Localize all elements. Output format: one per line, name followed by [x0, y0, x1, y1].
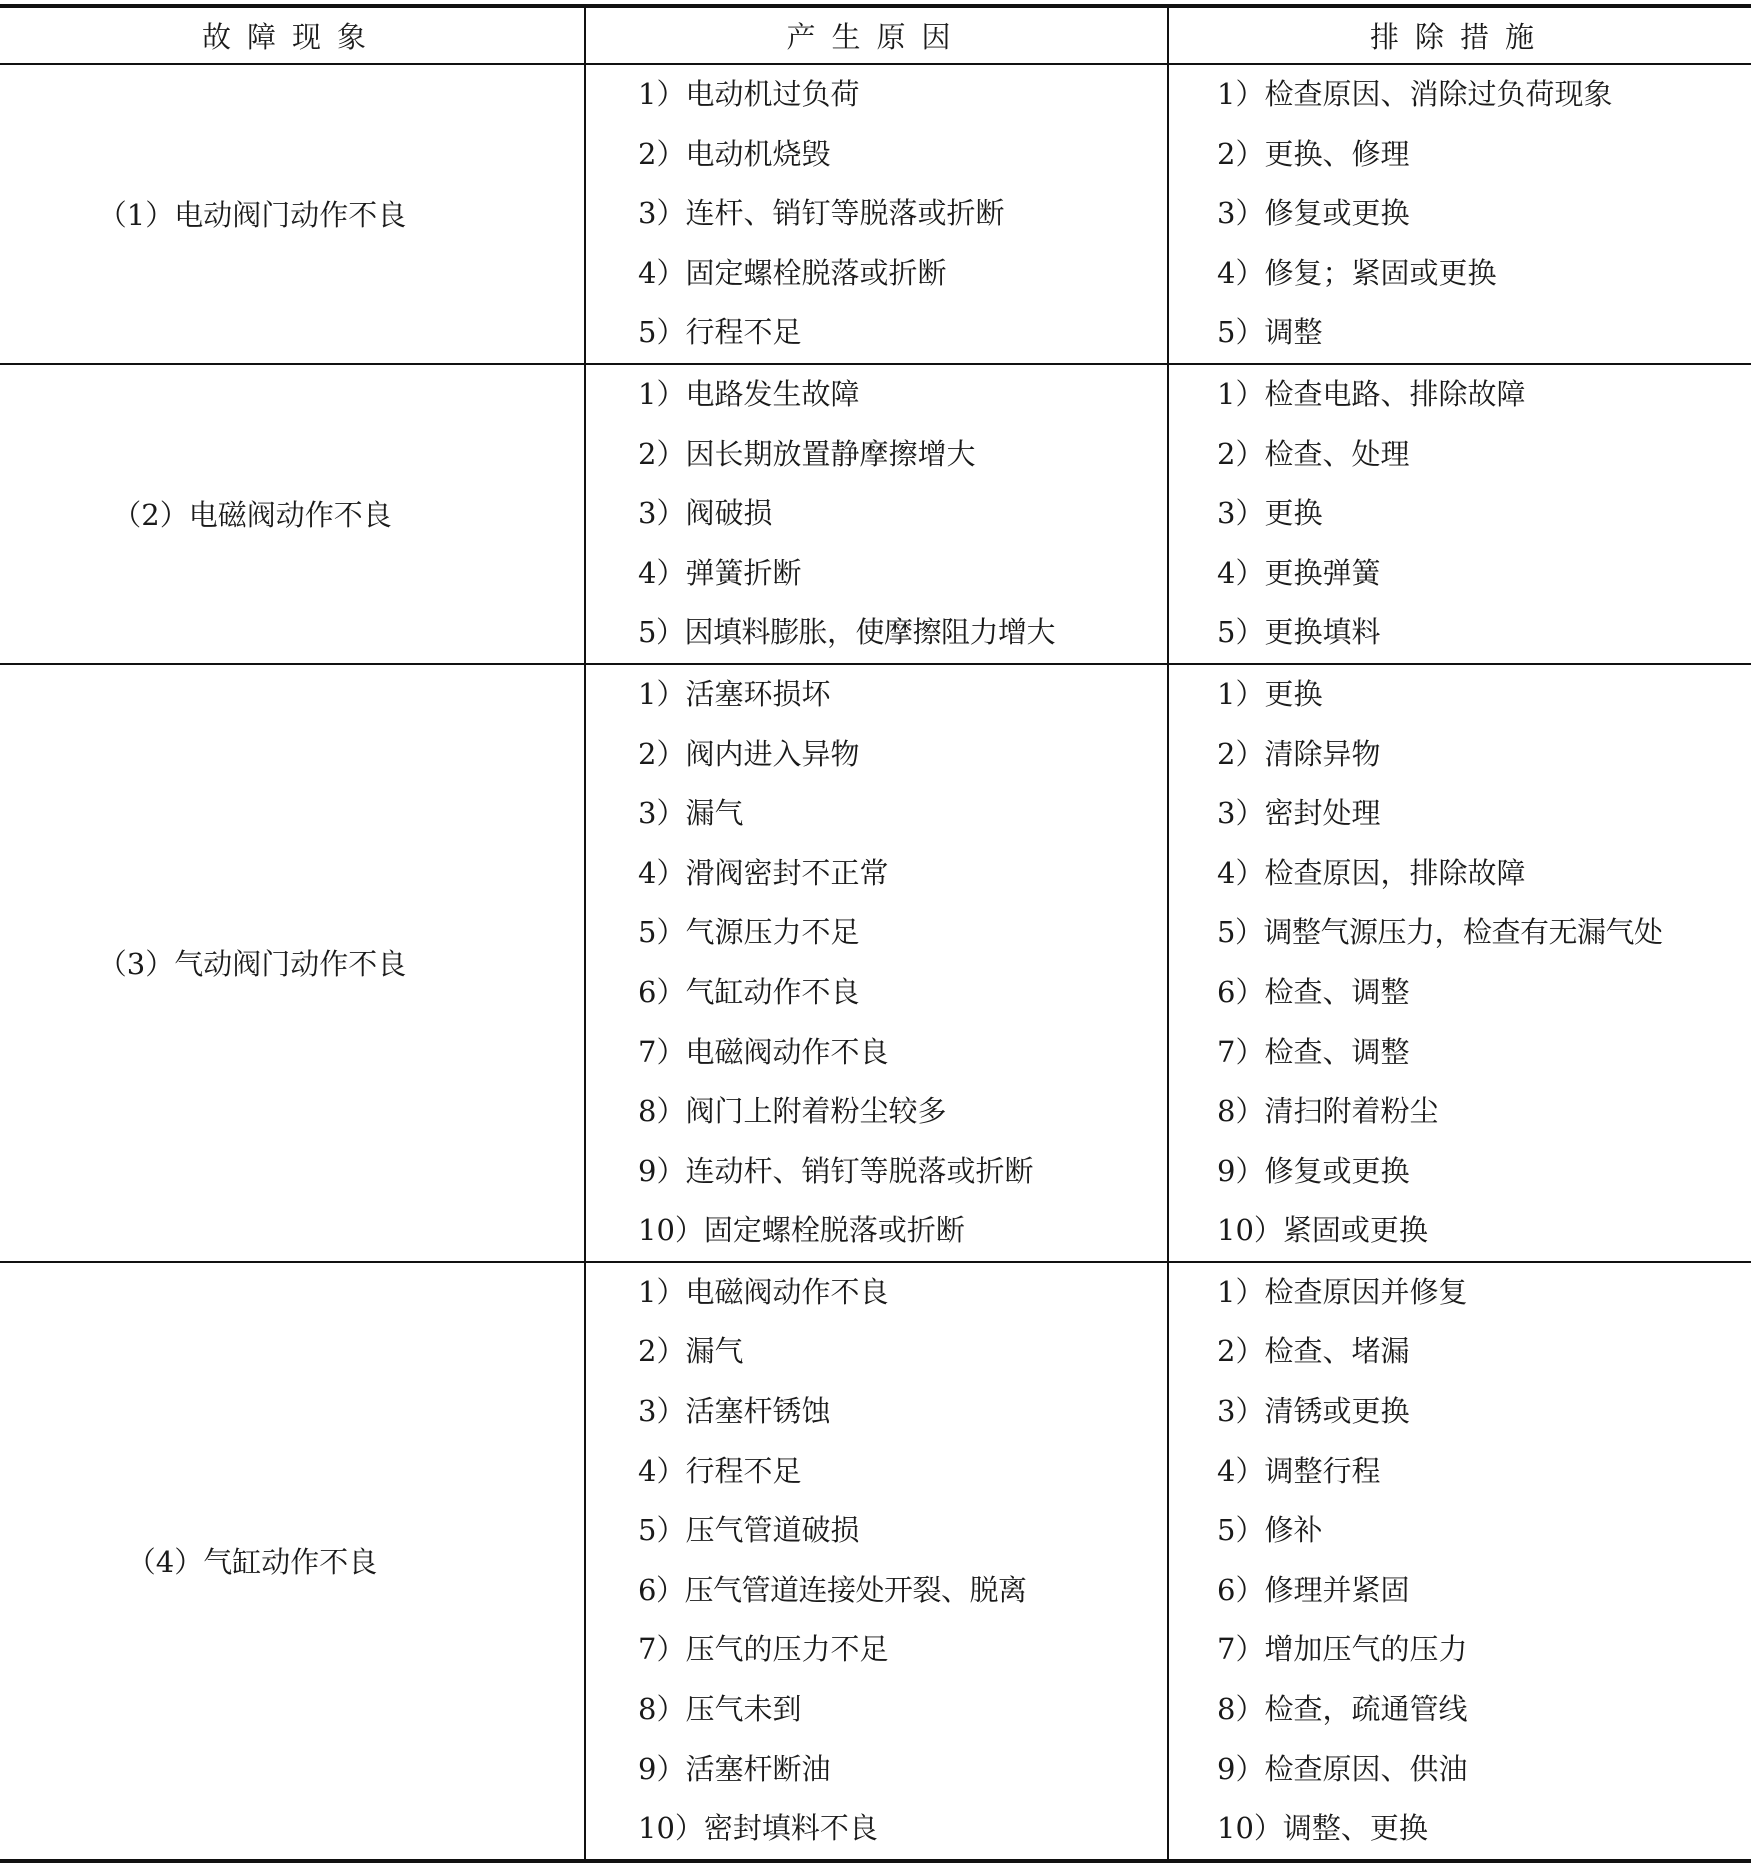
cause-item: 8）压气未到	[638, 1692, 802, 1727]
remedies-cell	[1168, 664, 1751, 1262]
remedy-item: 1）检查原因、消除过负荷现象	[1217, 77, 1613, 111]
cause-item: 8）阀门上附着粉尘较多	[638, 1094, 947, 1129]
cause-item: 3）漏气	[638, 796, 744, 831]
remedy-item: 5）修补	[1217, 1513, 1323, 1548]
remedy-list	[1169, 365, 1751, 663]
cause-list	[586, 365, 1167, 663]
remedy-item: 2）检查、堵漏	[1217, 1334, 1410, 1369]
cause-item: 9）活塞杆断油	[638, 1751, 831, 1786]
table-row	[0, 1262, 1751, 1861]
causes-cell	[585, 1262, 1168, 1861]
remedy-item: 4）调整行程	[1217, 1453, 1381, 1488]
cause-item: 4）固定螺栓脱落或折断	[638, 255, 947, 290]
causes-cell	[585, 664, 1168, 1262]
cause-item: 4）行程不足	[638, 1453, 802, 1488]
remedy-item: 3）清锈或更换	[1217, 1394, 1410, 1429]
remedy-item: 6）检查、调整	[1217, 974, 1410, 1009]
header-remedy: 排除措施	[1168, 6, 1751, 64]
cause-item: 3）连杆、销钉等脱落或折断	[638, 196, 1005, 231]
remedy-list	[1169, 1263, 1751, 1859]
cause-item: 7）压气的压力不足	[638, 1632, 889, 1667]
table-row	[0, 364, 1751, 664]
table-row	[0, 664, 1751, 1262]
cause-item: 1）活塞环损坏	[638, 676, 831, 711]
remedies-cell	[1168, 1262, 1751, 1861]
remedy-list	[1169, 65, 1751, 363]
remedy-item: 3）密封处理	[1217, 796, 1381, 831]
remedy-item: 2）更换、修理	[1217, 136, 1410, 171]
cause-list	[586, 1263, 1167, 1859]
cause-item: 2）漏气	[638, 1334, 744, 1369]
remedy-item: 10）紧固或更换	[1217, 1213, 1428, 1248]
cause-list	[586, 65, 1167, 363]
cause-item: 10）密封填料不良	[638, 1811, 878, 1846]
remedy-item: 5）调整	[1217, 315, 1323, 350]
remedy-item: 2）检查、处理	[1217, 436, 1410, 471]
remedy-item: 1）更换	[1217, 676, 1323, 711]
symptom-cell	[0, 64, 585, 364]
remedy-item: 3）更换	[1217, 496, 1323, 531]
remedy-item: 7）增加压气的压力	[1217, 1632, 1468, 1667]
cause-item: 5）因填料膨胀，使摩擦阻力增大	[638, 615, 1055, 650]
cause-item: 4）滑阀密封不正常	[638, 855, 889, 890]
symptom-cell	[0, 1262, 585, 1861]
symptom-text: （2）电磁阀动作不良	[112, 498, 392, 533]
cause-item: 2）因长期放置静摩擦增大	[638, 436, 976, 471]
symptom-cell	[0, 364, 585, 664]
cause-list	[586, 665, 1167, 1261]
remedies-cell	[1168, 364, 1751, 664]
cause-item: 10）固定螺栓脱落或折断	[638, 1213, 965, 1248]
cause-item: 2）阀内进入异物	[638, 736, 860, 771]
fault-table	[0, 4, 1751, 1863]
cause-item: 1）电路发生故障	[638, 376, 860, 411]
symptom-text: （4）气缸动作不良	[126, 1545, 378, 1580]
cause-item: 2）电动机烧毁	[638, 136, 831, 171]
remedy-item: 3）修复或更换	[1217, 196, 1410, 231]
cause-item: 5）行程不足	[638, 315, 802, 350]
remedy-list	[1169, 665, 1751, 1261]
cause-item: 5）压气管道破损	[638, 1513, 860, 1548]
cause-item: 5）气源压力不足	[638, 915, 860, 950]
remedy-item: 8）清扫附着粉尘	[1217, 1094, 1439, 1129]
remedy-item: 10）调整、更换	[1217, 1811, 1428, 1846]
remedy-item: 4）修复；紧固或更换	[1217, 255, 1497, 290]
cause-item: 7）电磁阀动作不良	[638, 1034, 889, 1069]
remedy-item: 2）清除异物	[1217, 736, 1381, 771]
remedy-item: 8）检查，疏通管线	[1217, 1692, 1468, 1727]
symptom-text: （1）电动阀门动作不良	[97, 198, 407, 233]
header-row	[0, 6, 1751, 64]
remedy-item: 5）更换填料	[1217, 615, 1381, 650]
remedy-item: 7）检查、调整	[1217, 1034, 1410, 1069]
cause-item: 4）弹簧折断	[638, 555, 802, 590]
remedy-item: 4）更换弹簧	[1217, 555, 1381, 590]
remedy-item: 6）修理并紧固	[1217, 1572, 1410, 1607]
remedy-item: 1）检查电路、排除故障	[1217, 376, 1526, 411]
remedy-item: 9）修复或更换	[1217, 1153, 1410, 1188]
remedy-item: 5）调整气源压力，检查有无漏气处	[1217, 915, 1663, 950]
remedy-item: 9）检查原因、供油	[1217, 1751, 1468, 1786]
causes-cell	[585, 64, 1168, 364]
table-row	[0, 64, 1751, 364]
remedy-item: 4）检查原因，排除故障	[1217, 855, 1526, 890]
cause-item: 3）活塞杆锈蚀	[638, 1394, 831, 1429]
header-cause: 产生原因	[585, 6, 1168, 64]
cause-item: 6）压气管道连接处开裂、脱离	[638, 1572, 1027, 1607]
symptom-text: （3）气动阀门动作不良	[97, 947, 407, 982]
remedy-item: 1）检查原因并修复	[1217, 1274, 1468, 1309]
cause-item: 1）电磁阀动作不良	[638, 1274, 889, 1309]
cause-item: 3）阀破损	[638, 496, 773, 531]
header-symptom: 故障现象	[0, 6, 585, 64]
symptom-cell	[0, 664, 585, 1262]
cause-item: 1）电动机过负荷	[638, 77, 860, 111]
cause-item: 9）连动杆、销钉等脱落或折断	[638, 1153, 1034, 1188]
remedies-cell	[1168, 64, 1751, 364]
causes-cell	[585, 364, 1168, 664]
cause-item: 6）气缸动作不良	[638, 974, 860, 1009]
